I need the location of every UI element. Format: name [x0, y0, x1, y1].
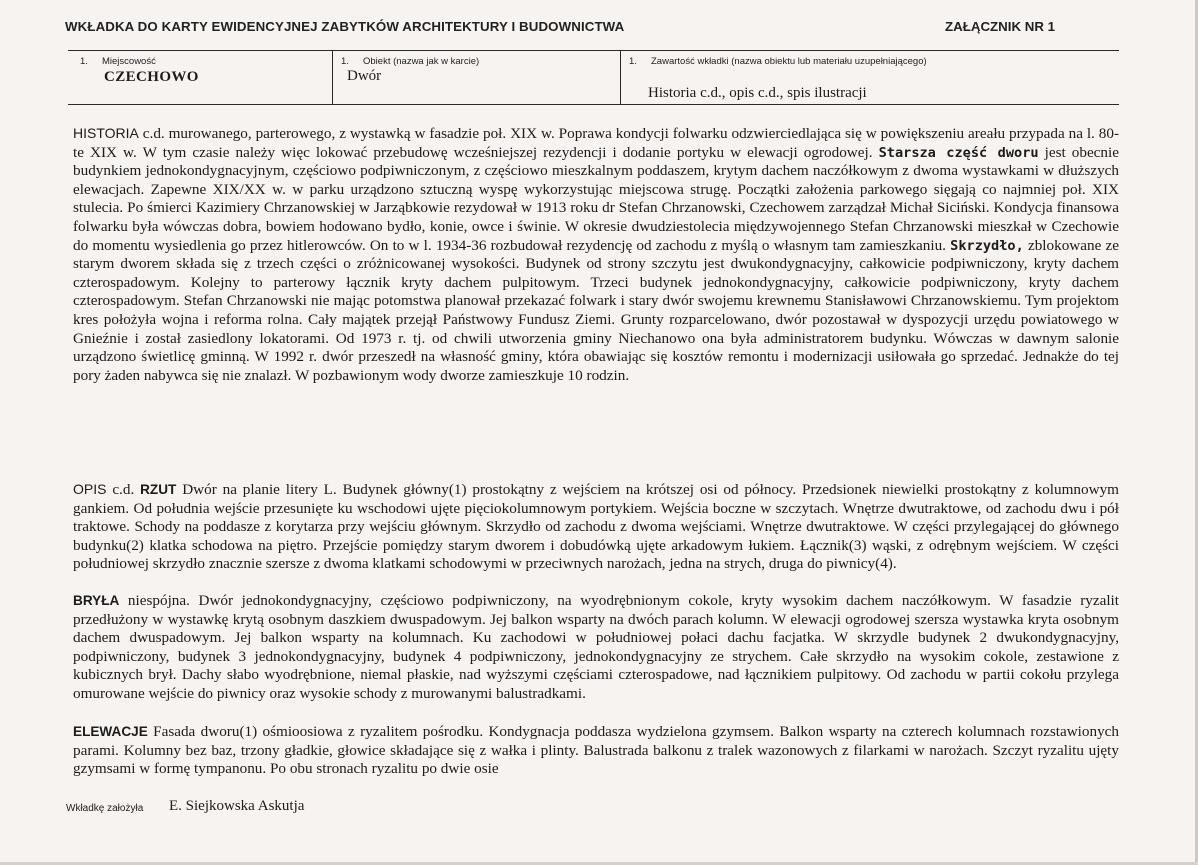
prepared-by-label: Wkładkę założyła [66, 803, 144, 814]
description-section: OPIS c.d. RZUT Dwór na planie litery L. Budynek główny(1) prostokątny z wejściem na krótszej osi od północy. Przedsionek niewielki prostokątny z kolumnowym gankiem. Od południa wejście przesunięte ku wschodowi ujęte pięciokolumnowym portykiem. Wejścia boczne w szczytach. Wnętrze dwutraktowe, od zachodu dwu i pół traktowe. Schody na poddasze z korytarza przy wejściu głównym. Skrzydło od zachodu z dwoma wejściami. Wnętrze dwutraktowe. W części przylegającej do głównego budynku(2) klatka schodowa na piętro. Przejście pomiędzy starym dworem i dobudówką ujęte arkadowym łukiem. Łącznik(3) wąski, z odrębnym wejściem. W części południowej skrzydło znacznie szersze z dwoma klatkami schodowymi w przeciwnych narożach, jedna na strych, druga do piwnicy(4). [73, 481, 1119, 573]
prepared-by-name: E. Siejkowska Askutja [169, 798, 305, 814]
elevations-section: ELEWACJE Fasada dworu(1) ośmioosiowa z ryzalitem pośrodku. Kondygnacja poddasza wydzielona gzymsem. Balkon wsparty na czterech kolumnach rozstawionych parami. Kolumny bez baz, trzony gładkie, głowice składające się z wałka i plinty. Balustrada balkonu z tralek wazonowych z filarkami w narożach. Szczyt ryzalitu ujęty gzymsami w formę tympanonu. Po obu stronach ryzalitu po dwie osie [73, 723, 1119, 778]
place-field-label: 1. Miejscowość [80, 56, 156, 67]
plan-heading: RZUT [140, 482, 177, 497]
field-divider-2 [620, 50, 621, 105]
field-divider-1 [332, 50, 333, 105]
contents-field-label: 1. Zawartość wkładki (nazwa obiektu lub materiału uzupełniającego) [629, 56, 927, 67]
field-row-top-rule [68, 50, 1119, 51]
wing-term: Skrzydło, [950, 237, 1024, 254]
massing-section: BRYŁA niespójna. Dwór jednokondygnacyjny, częściowo podpiwniczony, na wyodrębnionym cokole, kryty wysokim dachem naczółkowym. W fasadzie ryzalit przedłużony w wystawkę krytą osobnym daszkiem dwuspadowym. Jej balkon wsparty na dwóch parach kolumn. W elewacji ogrodowej szersza wystawka kryta osobnym dachem dwuspadowym. Jej balkon wsparty na kolumnach. Ku zachodowi w południowej połaci dachu facjatka. W skrzydle budynek 2 dwukondygnacyjny, podpiwniczony, budynek 3 jednokondygnacyjny, budynek 4 podpiwniczony, jednokondygnacyjny ze strychem. Całe skrzydło na wysokim cokole, zestawione z kubicznych brył. Dachy słabo wyodrębnione, niemal płaskie, nad wyższymi częściami czterospadowe, nad łącznikiem pulpitowy. Od zachodu w partii cokołu przylega omurowane wejście do piwnicy oraz wysokie schody z murowanymi balustradkami. [73, 592, 1119, 702]
place-field-value: CZECHOWO [104, 69, 199, 85]
document-title: WKŁADKA DO KARTY EWIDENCYJNEJ ZABYTKÓW ARCHITEKTURY I BUDOWNICTWA [65, 19, 625, 34]
contents-field-value: Historia c.d., opis c.d., spis ilustracji [648, 85, 867, 101]
elevations-heading: ELEWACJE [73, 724, 148, 739]
field-row-bottom-rule [68, 104, 1119, 105]
attachment-number: ZAŁĄCZNIK NR 1 [945, 19, 1056, 34]
massing-heading: BRYŁA [73, 593, 120, 608]
older-part-term: Starsza część dworu [878, 144, 1039, 161]
history-heading: HISTORIA [73, 125, 139, 141]
history-section: HISTORIA c.d. murowanego, parterowego, z wystawką w fasadzie poł. XIX w. Poprawa kondycji folwarku odzwierciedlająca się w powiększeniu areału przypada na l. 80-te XIX w. W tym czasie należy więc lokować przebudowę wcześniejszej rezydencji i dodanie portyku w elewacji ogrodowej. Starsza część dworu jest obecnie budynkiem jednokondygnacyjnym, częściowo podpiwniczonym, z częściowo mieszkalnym poddaszem, krytym dachem naczółkowym z dwoma wystawkami w dłuższych elewacjach. Zapewne XIX/XX w. w parku urządzono sztuczną wyspę wykorzystując miejscowa strugę. Początki założenia parkowego sięgają co najmniej poł. XIX stulecia. Po śmierci Kazimiery Chrzanowskiej w Jarząbkowie rezydował w 1913 roku dr Stefan Chrzanowski, Czechowem zarządzał Michał Siciński. Kondycja finansowa folwarku była wówczas dobra, bowiem hodowano bydło, konie, owce i świnie. W okresie dwudziestolecia międzywojennego Stefan Chrzanowski mieszkał w Czechowie do momentu wysiedlenia go przez hitlerowców. On to w l. 1934-36 rozbudował rezydencję od zachodu z myślą o własnym tam zamieszkaniu. Skrzydło, zblokowane ze starym dworem składa się z trzech części o zróżnicowanej wysokości. Budynek od strony szczytu jest dwukondygnacyjny, całkowicie podpiwniczony, kryty dachem czterospadowym. Kolejny to parterowy łącznik kryty dachem pulpitowym. Trzeci budynek jednokondygnacyjny, całkowicie podpiwniczony, kryty dachem czterospadowym. Stefan Chrzanowski nie mając potomstwa planował przekazać folwark i stary dwór swojemu krewnemu Stanisławowi Chrzanowskiemu. Tym projektom kres położyła wojna i reforma rolna. Cały majątek przejął Państwowy Fundusz Ziemi. Grunty rozparcelowano, dwór pozostawał w dyspozycji urzędu powiatowego w Gnieźnie i został zasiedlony lokatorami. Od 1973 r. tj. od chwili utworzenia gminy Niechanowo ona była administratorem budynku. Wówczas w dawnym salonie urządzono świetlicę gminną. W 1992 r. dwór przeszedł na własność gminy, która obawiając się kosztów remontu i modernizacji usiłowała go sprzedać. Jednakże do tej pory żaden nabywca się nie znalazł. W pozbawionym wody dworze zamieszkuje 10 rodzin. [73, 125, 1119, 384]
object-field-label: 1. Obiekt (nazwa jak w karcie) [341, 56, 480, 67]
object-field-value: Dwór [347, 68, 382, 84]
description-heading: OPIS [73, 481, 107, 497]
